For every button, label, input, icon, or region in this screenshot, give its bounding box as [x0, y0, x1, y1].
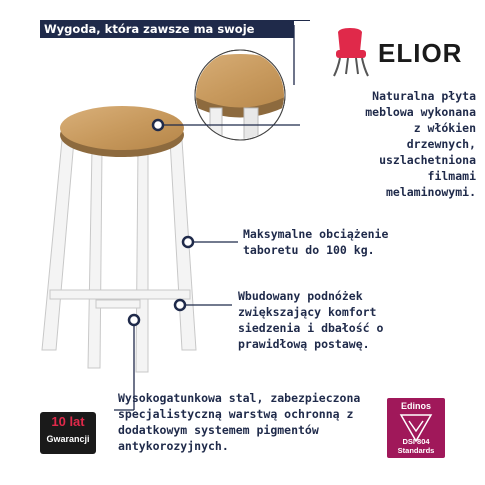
headline-banner: Wygoda, która zawsze ma swoje miejsce	[40, 20, 292, 38]
note-steel: Wysokogatunkowa stal, zabezpieczona specjalistyczną warstwą ochronną z dodatkowym systemem pigmentów antykorozyjnych.	[118, 391, 361, 453]
certificate-badge	[387, 398, 445, 458]
certificate-standards: Standards	[397, 446, 435, 455]
zoom-detail	[180, 50, 300, 148]
seat-top	[60, 106, 184, 150]
certificate-code: DSI 804	[402, 437, 430, 446]
note-max-load: Maksymalne obciążenie taboretu do 100 kg.	[243, 227, 389, 257]
certificate-label	[387, 437, 445, 455]
note-seat-material: Naturalna płyta meblowa wykonana z włókien drzewnych, uszlachetniona filmami melaminowymi.	[365, 89, 476, 199]
stool-frame	[42, 140, 196, 372]
warranty-badge	[40, 412, 96, 454]
warranty-years: 10 lat	[51, 414, 85, 429]
certificate-name: Edinos	[400, 401, 431, 411]
note-footrest: Wbudowany podnóżek zwiększający komfort siedzenia i dbałość o prawidłową postawę.	[238, 289, 384, 351]
warranty-label: Gwarancji	[46, 434, 90, 444]
brand-name: ELIOR	[378, 38, 463, 68]
